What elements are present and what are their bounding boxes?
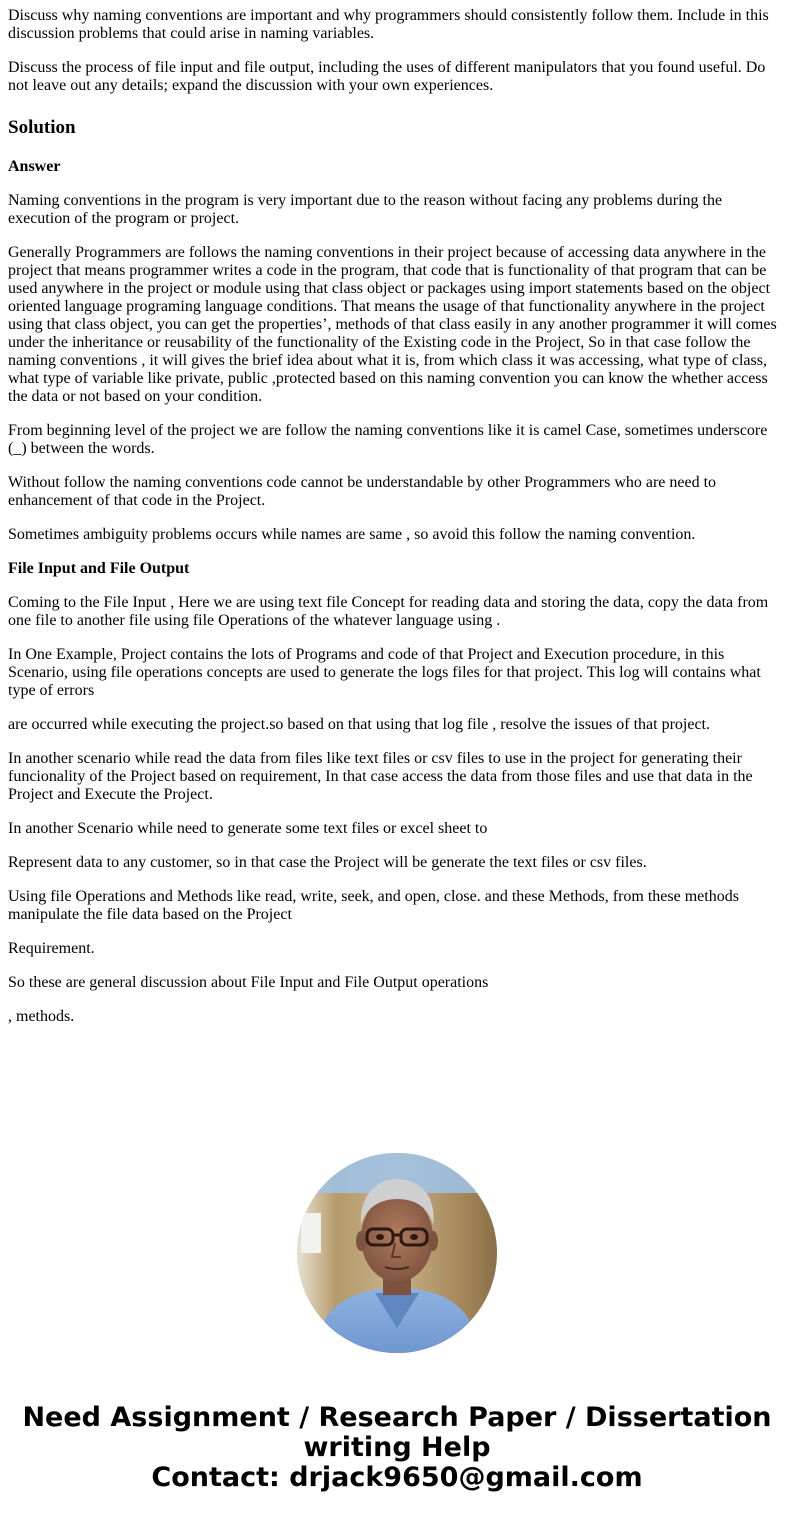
file-io-paragraph: Represent data to any customer, so in that case the Project will be generate the text files or csv files. [8,854,647,871]
file-io-heading: File Input and File Output [8,560,190,577]
file-io-paragraph: , methods. [8,1008,75,1025]
file-io-paragraph: In another Scenario while need to generate some text files or excel sheet to [8,820,488,837]
file-io-paragraph: In One Example, Project contains the lots of Programs and code of that Project and Execution procedure, in this Scenario, using file operations concepts are used to generate the logs files for that project. This log will contains what type of errors [8,646,761,699]
promo-banner [0,1403,794,1493]
question-paragraph: Discuss the process of file input and file output, including the uses of different manipulators that you found useful. Do not leave out any details; expand the discussion with your own experiences. [8,59,766,94]
answer-label: Answer [8,158,61,175]
promo-line: Need Assignment / Research Paper / Dissertation [22,1402,772,1433]
file-io-paragraph: Requirement. [8,940,95,957]
solution-heading: Solution [8,117,76,138]
file-io-paragraph: Using file Operations and Methods like read, write, seek, and open, close. and these Methods, from these methods manipulate the file data based on the Project [8,888,739,923]
answer-paragraph: From beginning level of the project we are follow the naming conventions like it is camel Case, sometimes underscore (_) between the words. [8,422,768,457]
answer-paragraph: Naming conventions in the program is very important due to the reason without facing any problems during the execution of the program or project. [8,192,723,227]
answer-paragraph: Sometimes ambiguity problems occurs while names are same , so avoid this follow the naming convention. [8,526,696,543]
promo-contact: Contact: drjack9650@gmail.com [151,1462,643,1493]
promo-line: writing Help [303,1432,491,1463]
file-io-paragraph: In another scenario while read the data from files like text files or csv files to use in the project for generating their funcionality of the Project based on requirement, In that case access the data from those files and use that data in the Project and Execute the Project. [8,750,753,803]
question-paragraph: Discuss why naming conventions are important and why programmers should consistently follow them. Include in this discussion problems that could arise in naming variables. [8,7,769,42]
file-io-paragraph: are occurred while executing the project.so based on that using that log file , resolve the issues of that project. [8,716,710,733]
file-io-paragraph: So these are general discussion about File Input and File Output operations [8,974,489,991]
author-photo-icon [297,1153,497,1353]
answer-paragraph: Without follow the naming conventions code cannot be understandable by other Programmers who are need to enhancement of that code in the Project. [8,474,717,509]
author-avatar [297,1153,497,1353]
document-content [8,7,780,1042]
answer-paragraph: Generally Programmers are follows the naming conventions in their project because of accessing data anywhere in the project that means programmer writes a code in the program, that code that is functionality of that program that can be used anywhere in the project or module using that class object or packages using import statements based on the object oriented language programing language conditions. That means the usage of that functionality anywhere in the project using that class object, you can get the properties’, methods of that class easily in any another programmer it will comes under the inheritance or reusability of the functionality of the Existing code in the Project, So in that case follow the naming conventions , it will gives the brief idea about what it is, from which class it was accessing, what type of class, what type of variable like private, public ,protected based on this naming convention you can know the whether access the data or not based on your condition. [8,244,777,405]
file-io-paragraph: Coming to the File Input , Here we are using text file Concept for reading data and storing the data, copy the data from one file to another file using file Operations of the whatever language using . [8,594,769,629]
